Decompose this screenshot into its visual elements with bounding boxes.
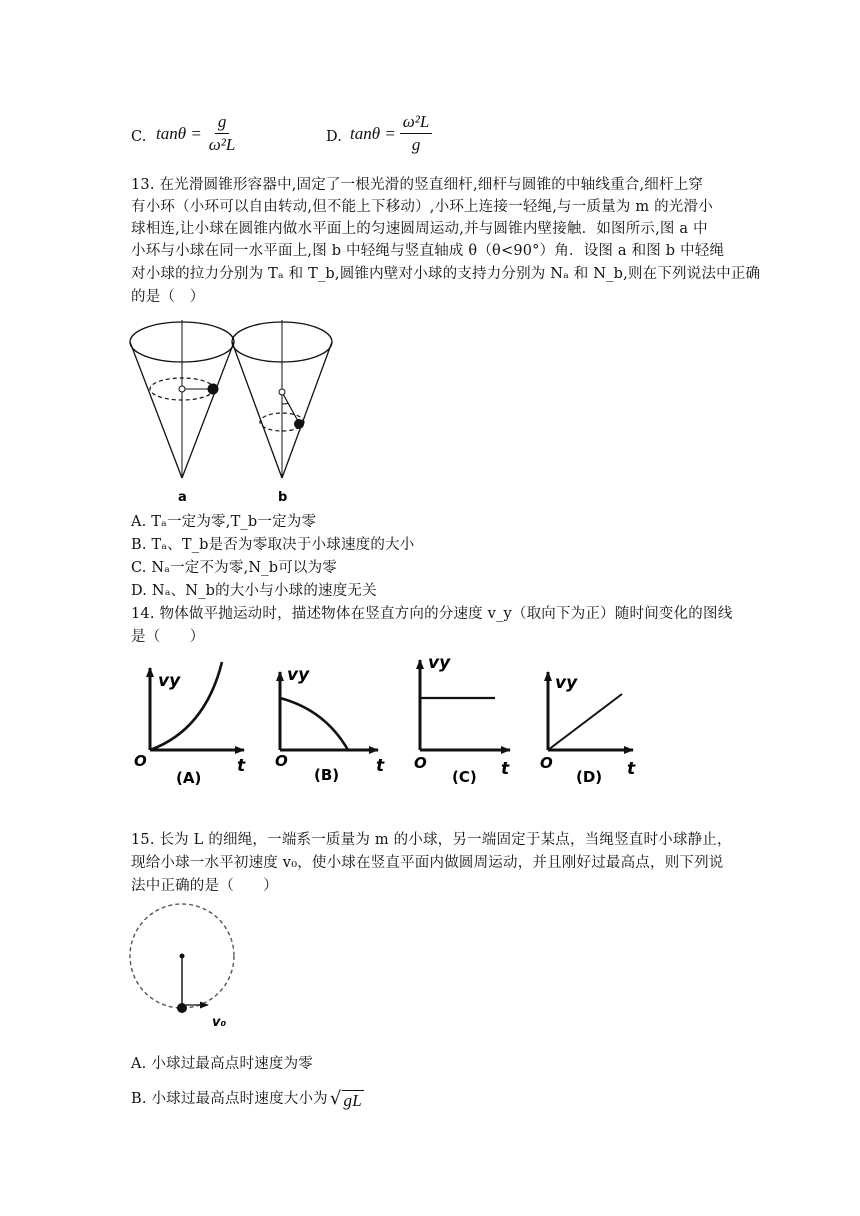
axis-x-d: t	[627, 759, 636, 779]
v0-label: v₀	[212, 1015, 227, 1030]
axis-y-a: vy	[158, 671, 181, 691]
q13-option-d: D. Nₐ、N_b的大小与小球的速度无关	[131, 583, 377, 599]
q15-option-b-text: B. 小球过最高点时速度大小为	[131, 1091, 328, 1107]
ball	[177, 1003, 187, 1013]
axis-y-c: vy	[428, 653, 451, 673]
graph-c	[414, 653, 510, 786]
axis-y-d: vy	[555, 673, 578, 693]
q13-line-6: 的是（ ）	[131, 289, 205, 305]
option-c-label: C.	[131, 129, 147, 145]
ball-a	[208, 384, 219, 395]
origin-b: O	[275, 752, 288, 770]
sqrt-radicand: gL	[343, 1091, 362, 1110]
sqrt-expression	[330, 1088, 364, 1110]
q13-line-1: 13. 在光滑圆锥形容器中,固定了一根光滑的竖直细杆,细杆与圆锥的中轴线重合,细杆上穿	[131, 177, 704, 193]
pivot-point	[180, 954, 185, 959]
cone-label-a: a	[178, 490, 187, 505]
axis-x-a: t	[237, 756, 246, 776]
vy-t-graphs	[130, 650, 650, 795]
axis-y-b: vy	[287, 665, 310, 685]
option-d-fraction	[400, 112, 433, 155]
axis-x-c: t	[501, 759, 510, 779]
caption-c: (C)	[452, 768, 477, 786]
q15-line-3: 法中正确的是（ ）	[131, 878, 278, 894]
cone-figure	[128, 318, 348, 508]
cone-a	[130, 320, 234, 478]
q13-line-2: 有小环（小环可以自由转动,但不能上下移动）,小环上连接一轻绳,与一质量为 m 的光滑小	[131, 199, 713, 215]
q13-line-3: 球相连,让小球在圆锥内做水平面上的匀速圆周运动,并与圆锥内壁接触．如图所示,图 a 中	[131, 221, 708, 237]
q14-line-2: 是（ ）	[131, 629, 205, 645]
q13-option-b: B. Tₐ、T_b是否为零取决于小球速度的大小	[131, 537, 415, 553]
origin-d: O	[540, 754, 553, 772]
curve-b	[280, 698, 348, 750]
option-c-fraction	[206, 112, 239, 155]
option-c-formula	[156, 112, 238, 155]
circle-figure	[128, 902, 258, 1032]
caption-d: (D)	[576, 768, 603, 786]
option-d-formula	[350, 112, 432, 155]
cone-b	[232, 320, 332, 478]
caption-a: (A)	[176, 769, 202, 787]
q13-option-c: C. Nₐ一定不为零,N_b可以为零	[131, 560, 338, 576]
q15-line-1: 15. 长为 L 的细绳，一端系一质量为 m 的小球，另一端固定于某点，当绳竖直时小球静止，	[131, 832, 732, 848]
q15-line-2: 现给小球一水平初速度 v₀，使小球在竖直平面内做圆周运动，并且刚好过最高点，则下列说	[131, 855, 724, 871]
ball-b	[294, 419, 304, 429]
origin-c: O	[414, 754, 427, 772]
q13-option-a: A. Tₐ一定为零,T_b一定为零	[131, 514, 317, 530]
cone-label-b: b	[278, 490, 288, 505]
q13-line-5: 对小球的拉力分别为 Tₐ 和 T_b,圆锥内壁对小球的支持力分别为 Nₐ 和 N_b,则在下列说法中正确	[131, 266, 761, 282]
option-d-label: D.	[326, 129, 343, 145]
origin-a: O	[134, 752, 147, 770]
option-d-denominator: g	[411, 135, 421, 154]
q15-option-a: A. 小球过最高点时速度为零	[131, 1056, 313, 1072]
sqrt-symbol: √	[329, 1088, 342, 1109]
q13-line-4: 小环与小球在同一水平面上,图 b 中轻绳与竖直轴成 θ（θ<90°）角．设图 a 和图 b 中轻绳	[131, 243, 725, 259]
option-d-lhs: tanθ =	[350, 123, 396, 143]
graph-d	[540, 672, 636, 786]
option-c-numerator: g	[215, 112, 230, 134]
axis-x-b: t	[376, 756, 385, 776]
q14-line-1: 14. 物体做平抛运动时，描述物体在竖直方向的分速度 v_y（取向下为正）随时间变化的图线	[131, 606, 733, 622]
option-d-numerator: ω²L	[400, 112, 433, 134]
caption-b: (B)	[314, 766, 340, 784]
graph-b	[275, 665, 385, 784]
option-c-denominator: ω²L	[208, 135, 236, 154]
option-c-lhs: tanθ =	[156, 123, 202, 143]
q15-option-b	[131, 1088, 364, 1110]
line-d	[548, 694, 622, 750]
graph-a	[134, 662, 246, 787]
